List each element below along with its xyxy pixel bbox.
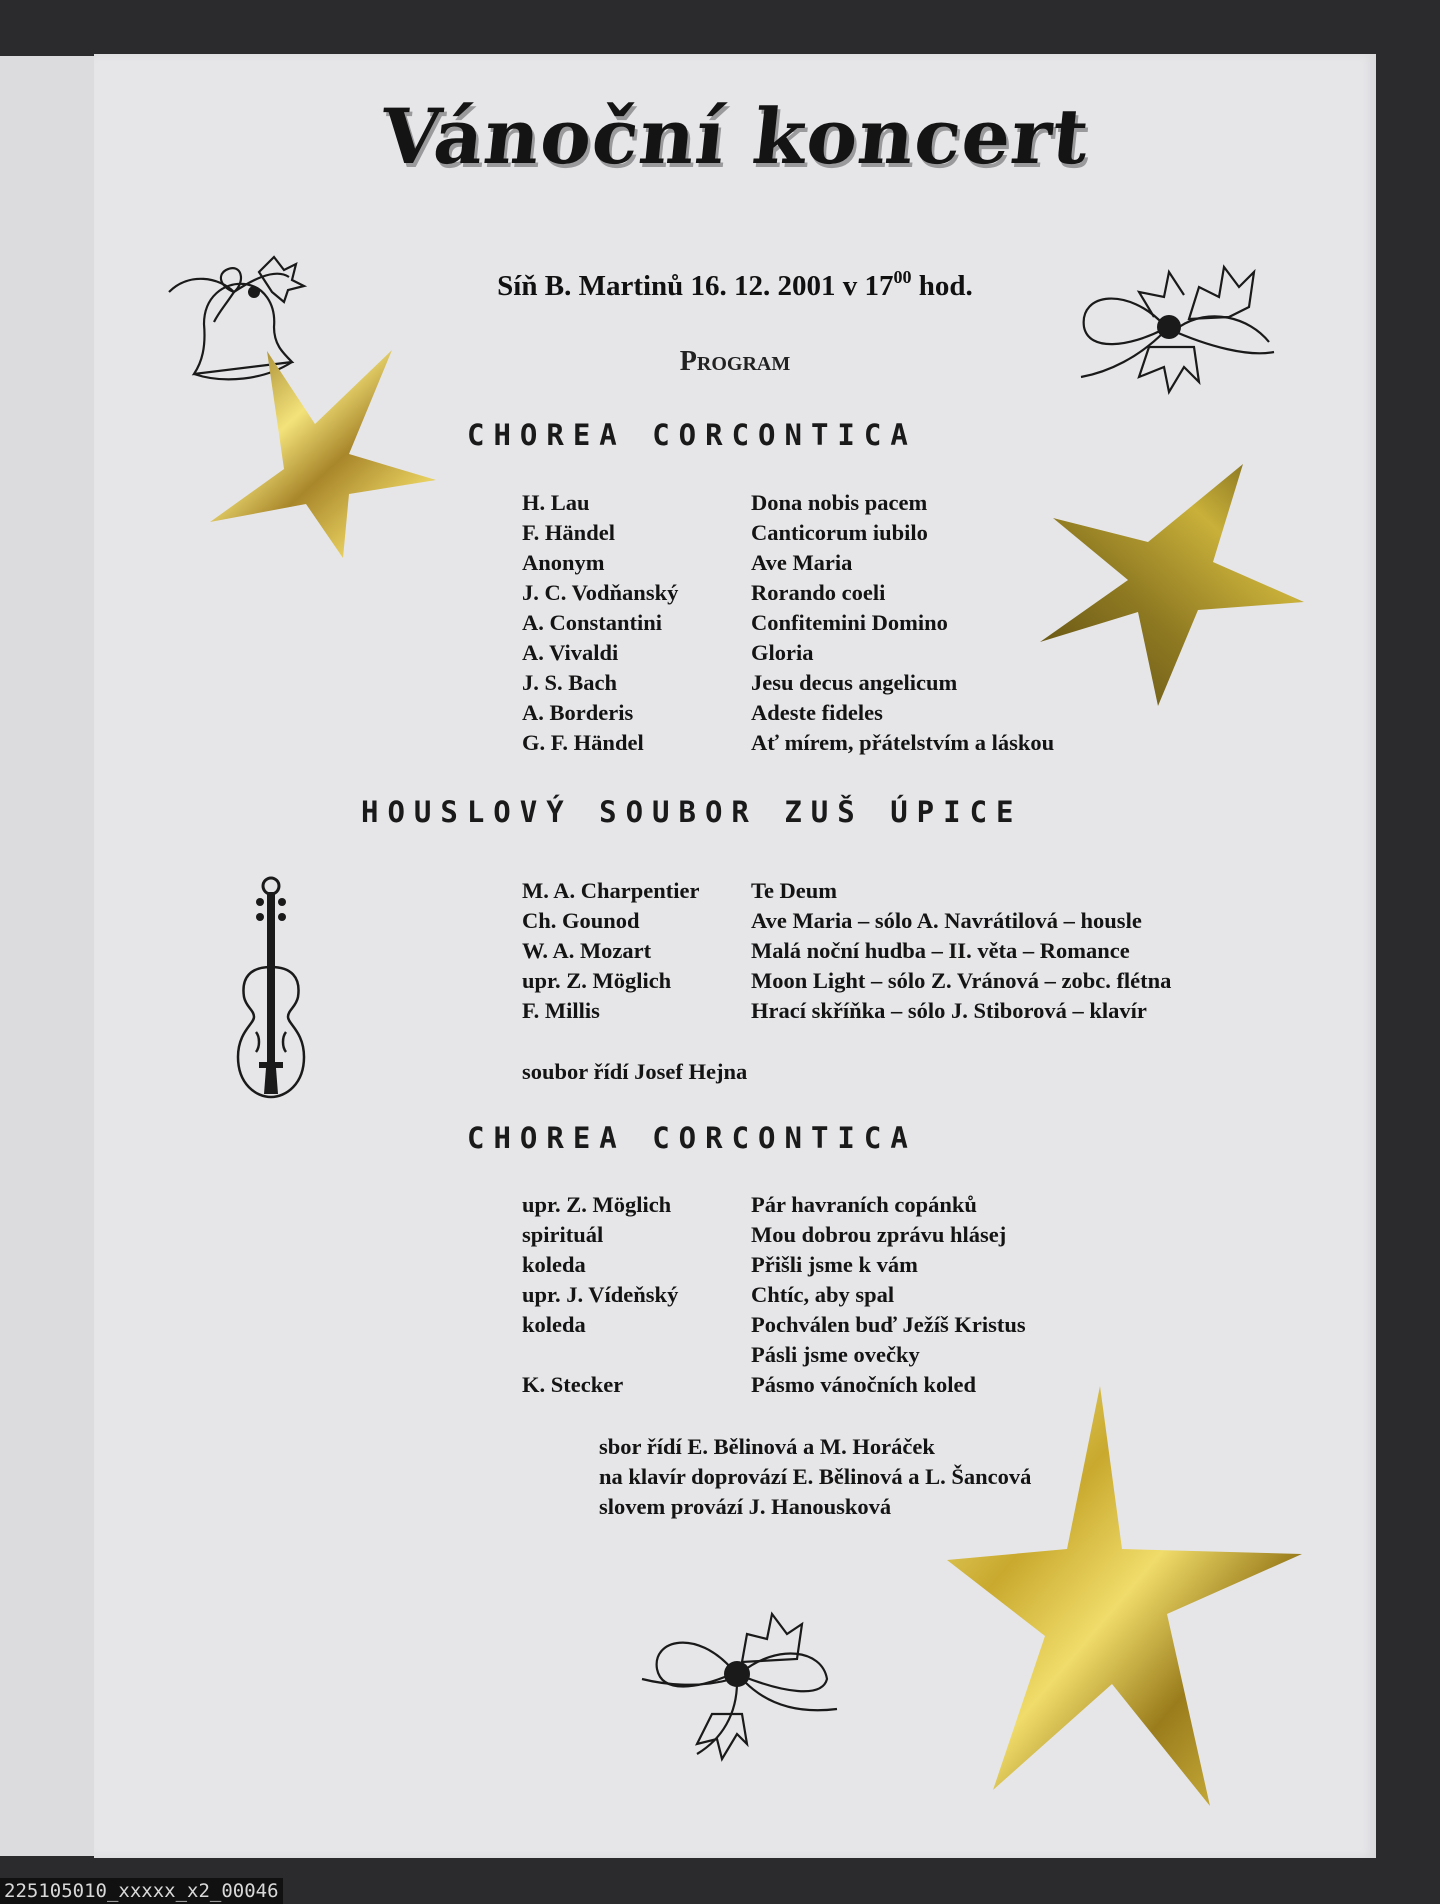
credit-line: slovem provází J. Hanousková	[599, 1494, 892, 1519]
holly-bow-icon	[637, 1604, 857, 1764]
composer: koleda	[522, 1312, 586, 1337]
gold-star-icon	[204, 344, 444, 584]
composer: upr. J. Vídeňský	[522, 1282, 679, 1307]
piece: Te Deum	[751, 878, 838, 903]
composer: koleda	[522, 1252, 586, 1277]
left-cover-panel	[0, 56, 98, 1856]
piece: Ave Maria – sólo A. Navrátilová – housle	[751, 908, 1142, 933]
gold-star-icon	[1038, 462, 1310, 710]
composer: A. Borderis	[522, 700, 634, 725]
composer: upr. Z. Möglich	[522, 968, 672, 993]
venue-time-minutes: 00	[893, 267, 912, 287]
piece: Malá noční hudba – II. věta – Romance	[751, 938, 1130, 963]
piece: Gloria	[751, 640, 814, 665]
piece: Pásmo vánočních koled	[751, 1372, 977, 1397]
composer: upr. Z. Möglich	[522, 1192, 672, 1217]
piece: Canticorum iubilo	[751, 520, 928, 545]
gold-star-icon	[947, 1384, 1317, 1814]
composer: J. C. Vodňanský	[522, 580, 679, 605]
composer: F. Millis	[522, 998, 600, 1023]
composer: spirituál	[522, 1222, 604, 1247]
piece: Pochválen buď Ježíš Kristus	[751, 1312, 1026, 1337]
archive-id-label: 225105010_xxxxx_x2_00046	[0, 1878, 283, 1904]
composer: G. F. Händel	[522, 730, 644, 755]
composer: H. Lau	[522, 490, 590, 515]
section-heading-violin-ensemble: HOUSLOVÝ SOUBOR ZUŠ ÚPICE	[361, 795, 1023, 829]
concert-program-page	[94, 54, 1376, 1858]
piece: Přišli jsme k vám	[751, 1252, 918, 1277]
section-heading-chorea-1: CHOREA CORCONTICA	[467, 418, 917, 452]
program-heading: Program	[679, 346, 791, 377]
composer: F. Händel	[522, 520, 615, 545]
credit-line: na klavír doprovází E. Bělinová a L. Šancová	[599, 1464, 1032, 1489]
piece: Pásli jsme ovečky	[751, 1342, 920, 1367]
violin-icon	[226, 872, 316, 1102]
composer: M. A. Charpentier	[522, 878, 700, 903]
composer: Ch. Gounod	[522, 908, 640, 933]
piece: Confitemini Domino	[751, 610, 948, 635]
concert-title: Vánoční koncert	[376, 92, 1094, 181]
piece: Chtíc, aby spal	[751, 1282, 895, 1307]
piece: Mou dobrou zprávu hlásej	[751, 1222, 1007, 1247]
section-heading-chorea-2: CHOREA CORCONTICA	[467, 1121, 917, 1155]
credit-line: sbor řídí E. Bělinová a M. Horáček	[599, 1434, 935, 1459]
piece: Hrací skříňka – sólo J. Stiborová – klavír	[751, 998, 1147, 1023]
composer: K. Stecker	[522, 1372, 624, 1397]
composer: A. Vivaldi	[522, 640, 619, 665]
piece: Moon Light – sólo Z. Vránová – zobc. flétna	[751, 968, 1172, 993]
piece: Adeste fideles	[751, 700, 883, 725]
piece: Ať mírem, přátelstvím a láskou	[751, 730, 1055, 755]
composer: A. Constantini	[522, 610, 663, 635]
composer: W. A. Mozart	[522, 938, 652, 963]
piece: Pár havraních copánků	[751, 1192, 977, 1217]
composer: Anonym	[522, 550, 605, 575]
piece: Dona nobis pacem	[751, 490, 928, 515]
venue-text: Síň B. Martinů 16. 12. 2001 v 17	[497, 270, 894, 302]
piece: Jesu decus angelicum	[751, 670, 958, 695]
venue-suffix: hod.	[911, 270, 973, 302]
piece: Ave Maria	[751, 550, 853, 575]
holly-bow-icon	[1069, 247, 1299, 397]
ensemble-conductor-note: soubor řídí Josef Hejna	[522, 1059, 748, 1084]
piece: Rorando coeli	[751, 580, 886, 605]
composer: J. S. Bach	[522, 670, 618, 695]
